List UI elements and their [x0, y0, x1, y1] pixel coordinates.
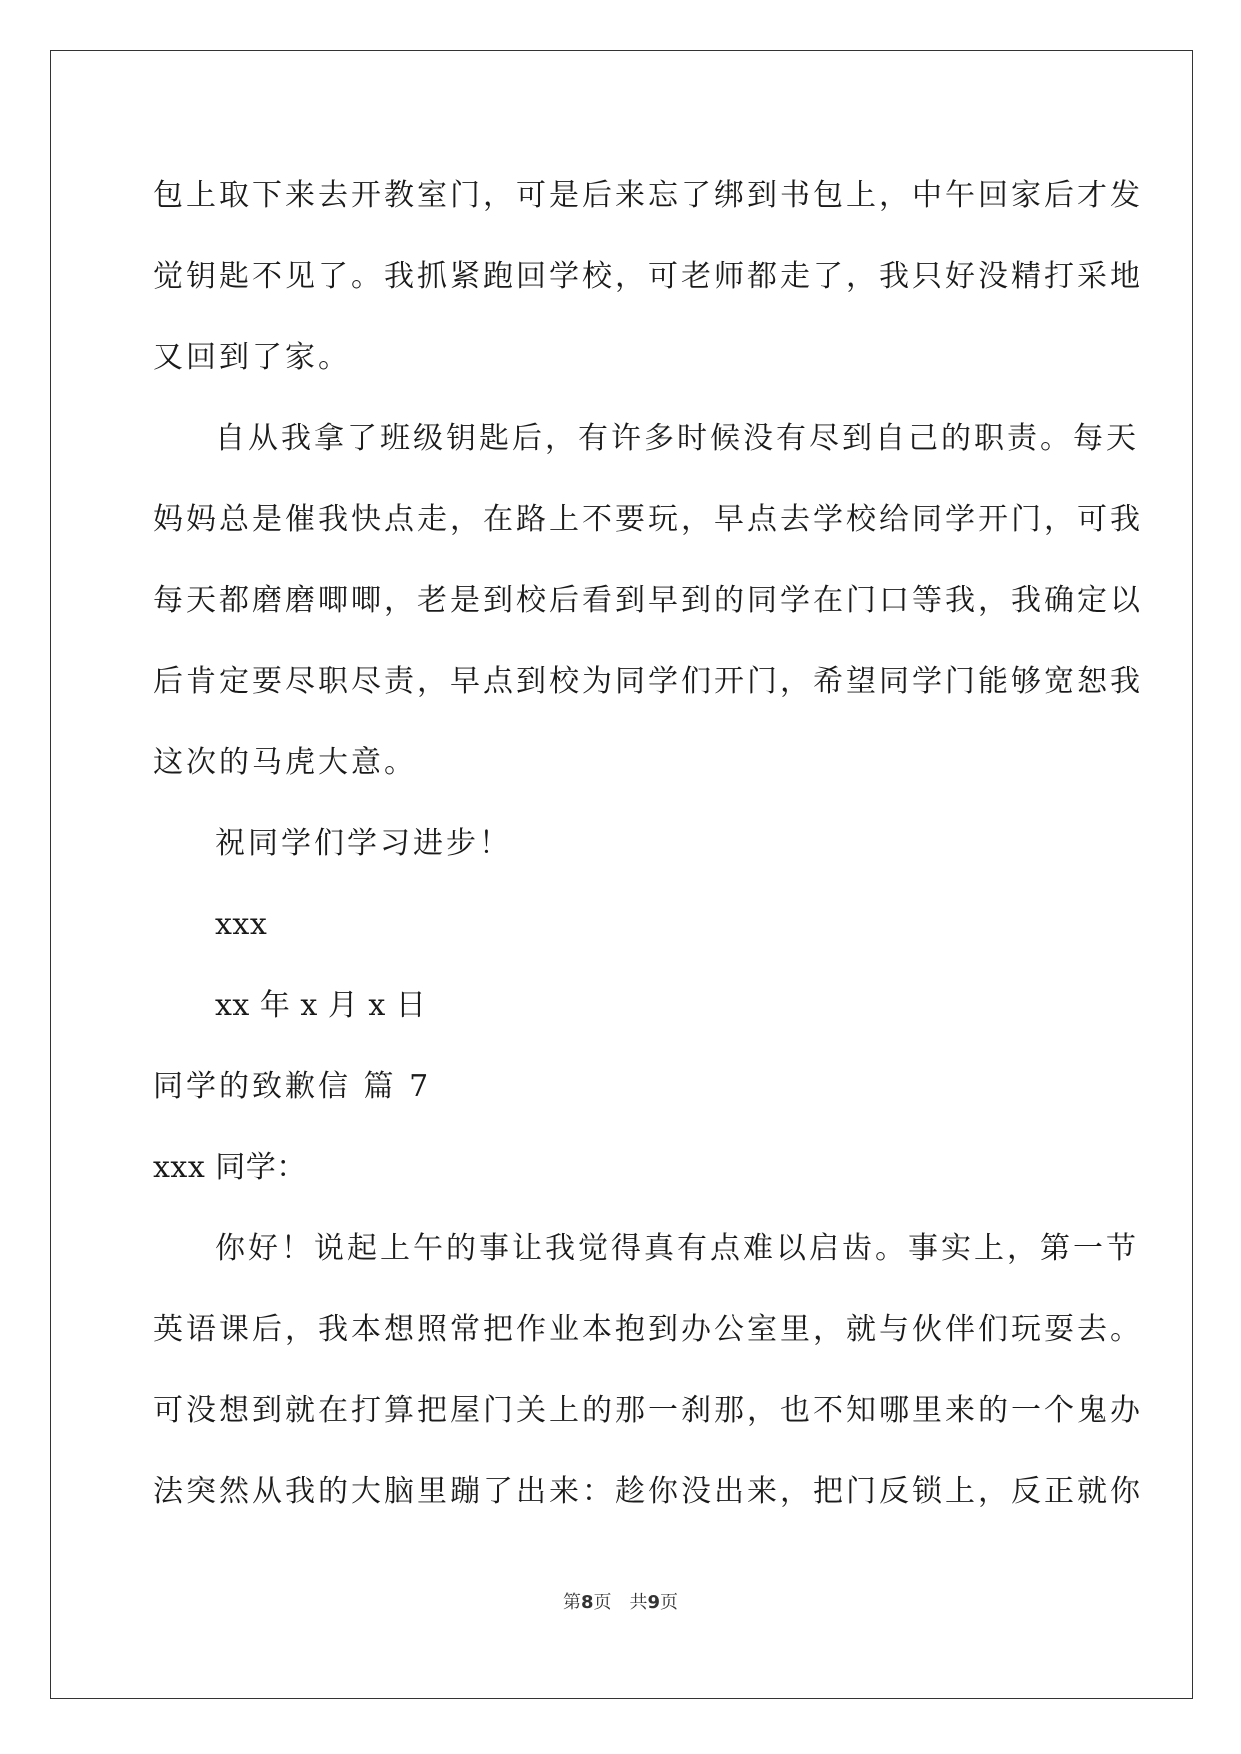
text-line: 你好！说起上午的事让我觉得真有点难以启齿。事实上，第一节: [215, 1231, 1139, 1266]
page-footer: [0, 1588, 1241, 1614]
text-line: 可没想到就在打算把屋门关上的那一刹那，也不知哪里来的一个鬼办: [153, 1393, 1143, 1428]
text-line: xxx 同学：: [153, 1150, 307, 1185]
text-line: 觉钥匙不见了。我抓紧跑回学校，可老师都走了，我只好没精打采地: [153, 259, 1143, 294]
text-line: 同学的致歉信 篇 7: [153, 1069, 432, 1104]
text-line: xx 年 x 月 x 日: [215, 988, 427, 1023]
text-line: 法突然从我的大脑里蹦了出来：趁你没出来，把门反锁上，反正就你: [153, 1474, 1143, 1509]
text-line: 祝同学们学习进步！: [215, 826, 512, 861]
text-line: xxx: [215, 907, 268, 942]
text-line: 后肯定要尽职尽责，早点到校为同学们开门，希望同学门能够宽恕我: [153, 664, 1143, 699]
footer-page-unit: 页: [593, 1592, 612, 1613]
text-line: 英语课后，我本想照常把作业本抱到办公室里，就与伙伴们玩耍去。: [153, 1312, 1143, 1347]
text-line: 自从我拿了班级钥匙后，有许多时候没有尽到自己的职责。每天: [215, 421, 1139, 456]
footer-total-prefix: 共: [629, 1592, 648, 1613]
text-line: 这次的马虎大意。: [153, 745, 417, 780]
text-line: 每天都磨磨唧唧，老是到校后看到早到的同学在门口等我，我确定以: [153, 583, 1143, 618]
text-line: 又回到了家。: [153, 340, 351, 375]
footer-total-unit: 页: [660, 1592, 679, 1613]
total-pages-number: 9: [647, 1592, 661, 1613]
document-body: [153, 155, 1143, 1532]
current-page-number: 8: [580, 1592, 594, 1613]
text-line: 妈妈总是催我快点走，在路上不要玩，早点去学校给同学开门，可我: [153, 502, 1143, 537]
text-line: 包上取下来去开教室门，可是后来忘了绑到书包上，中午回家后才发: [153, 178, 1143, 213]
footer-prefix: 第: [562, 1592, 581, 1613]
